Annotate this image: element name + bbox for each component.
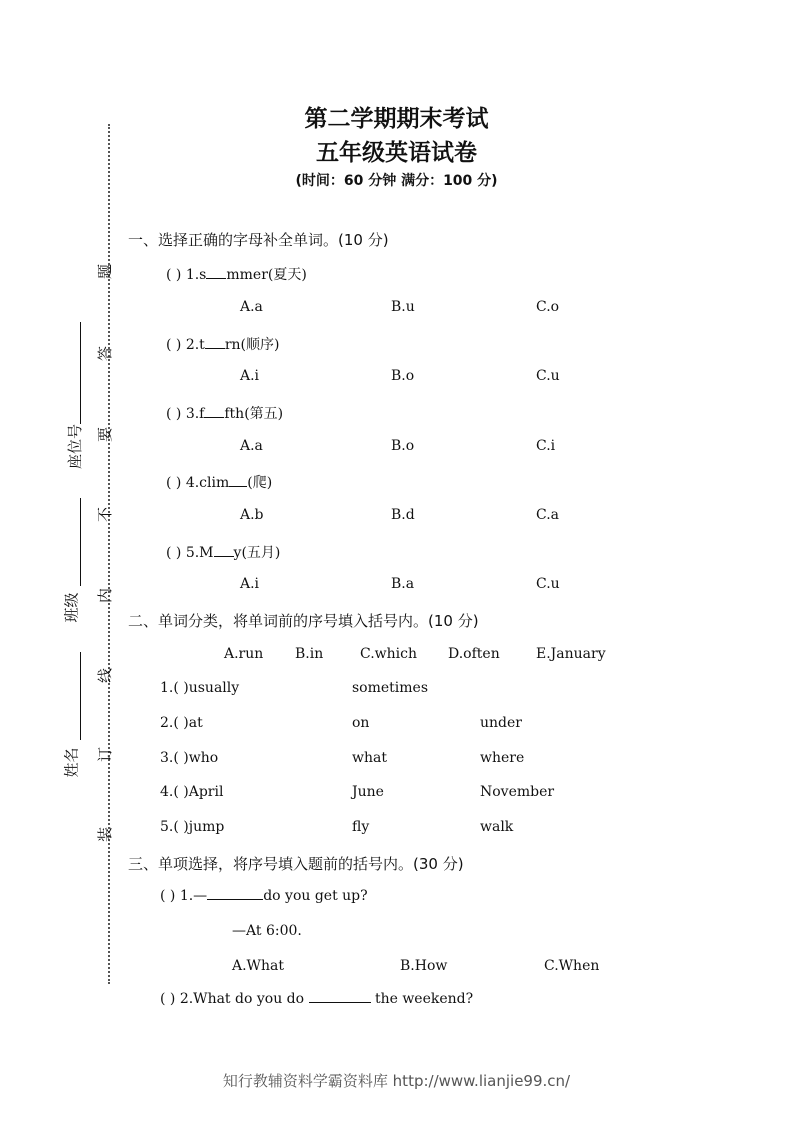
exam-meta: (时间：60 分钟 满分：100 分) xyxy=(295,173,498,189)
word-choice: E.January xyxy=(536,646,606,662)
word-choice: C.which xyxy=(360,646,417,662)
option: A.b xyxy=(240,507,264,523)
seat-number-label: 座位号 xyxy=(66,423,85,470)
answer-blank[interactable] xyxy=(207,899,263,900)
binding-dotted-line xyxy=(108,124,110,984)
option: A.i xyxy=(240,576,260,592)
class-line xyxy=(80,498,81,586)
binding-char: 不 xyxy=(96,506,115,523)
question-line: ( ) 4.clim (爬) xyxy=(166,475,273,491)
answer-line: —At 6:00. xyxy=(232,923,302,939)
binding-char: 答 xyxy=(96,345,115,362)
option: B.d xyxy=(391,507,415,523)
binding-char: 内 xyxy=(96,587,115,604)
footer-watermark: 知行教辅资料学霸资料库 http://www.lianjie99.cn/ xyxy=(222,1072,571,1090)
question-line: ( ) 1.— do you get up? xyxy=(160,888,368,904)
classify-row-word: 2.( )at xyxy=(160,715,203,731)
answer-blank[interactable] xyxy=(229,486,247,487)
binding-char: 要 xyxy=(96,426,115,443)
name-line xyxy=(80,652,81,740)
classify-row-word: walk xyxy=(480,819,514,835)
classify-row-word: sometimes xyxy=(352,680,429,696)
option: B.a xyxy=(391,576,415,592)
word-choice: D.often xyxy=(448,646,500,662)
exam-subtitle: 五年级英语试卷 xyxy=(316,140,477,166)
option: B.o xyxy=(391,368,415,384)
classify-row-word: under xyxy=(480,715,522,731)
answer-blank[interactable] xyxy=(204,417,224,418)
answer-blank[interactable] xyxy=(206,278,226,279)
option: A.What xyxy=(232,958,284,974)
section3-heading: 三、单项选择，将序号填入题前的括号内。(30 分) xyxy=(128,855,464,873)
binding-char: 订 xyxy=(96,746,115,763)
word-choice: B.in xyxy=(295,646,324,662)
binding-char: 装 xyxy=(96,826,115,843)
option: B.o xyxy=(391,438,415,454)
exam-title: 第二学期期末考试 xyxy=(304,106,489,132)
word-choice: A.run xyxy=(224,646,264,662)
classify-row-word: 3.( )who xyxy=(160,750,219,766)
option: C.When xyxy=(544,958,600,974)
option: C.a xyxy=(536,507,560,523)
class-label: 班级 xyxy=(62,592,81,623)
question-line: ( ) 2.t rn(顺序) xyxy=(166,337,280,353)
binding-char: 线 xyxy=(96,667,115,684)
name-label: 姓名 xyxy=(62,747,81,778)
answer-blank[interactable] xyxy=(205,348,225,349)
classify-row-word: fly xyxy=(352,819,370,835)
question-line: ( ) 3.f fth(第五) xyxy=(166,406,284,422)
seat-number-line xyxy=(80,322,81,424)
option: A.a xyxy=(240,299,263,315)
answer-blank[interactable] xyxy=(309,1002,371,1003)
question-line: ( ) 2.What do you do the weekend? xyxy=(160,991,474,1007)
classify-row-word: where xyxy=(480,750,525,766)
question-line: ( ) 5.M y(五月) xyxy=(166,545,281,561)
classify-row-word: on xyxy=(352,715,370,731)
classify-row-word: what xyxy=(352,750,387,766)
option: C.u xyxy=(536,576,560,592)
classify-row-word: November xyxy=(480,784,555,800)
option: C.i xyxy=(536,438,556,454)
answer-blank[interactable] xyxy=(214,556,234,557)
classify-row-word: 5.( )jump xyxy=(160,819,225,835)
option: B.How xyxy=(400,958,448,974)
classify-row-word: 4.( )April xyxy=(160,784,224,800)
option: B.u xyxy=(391,299,415,315)
classify-row-word: 1.( )usually xyxy=(160,680,240,696)
classify-row-word: June xyxy=(352,784,384,800)
question-line: ( ) 1.s mmer(夏天) xyxy=(166,267,307,283)
option: A.a xyxy=(240,438,263,454)
section2-heading: 二、单词分类，将单词前的序号填入括号内。(10 分) xyxy=(128,612,479,630)
section1-heading: 一、选择正确的字母补全单词。(10 分) xyxy=(128,231,389,249)
binding-char: 题 xyxy=(96,263,115,280)
option: C.o xyxy=(536,299,560,315)
option: C.u xyxy=(536,368,560,384)
option: A.i xyxy=(240,368,260,384)
